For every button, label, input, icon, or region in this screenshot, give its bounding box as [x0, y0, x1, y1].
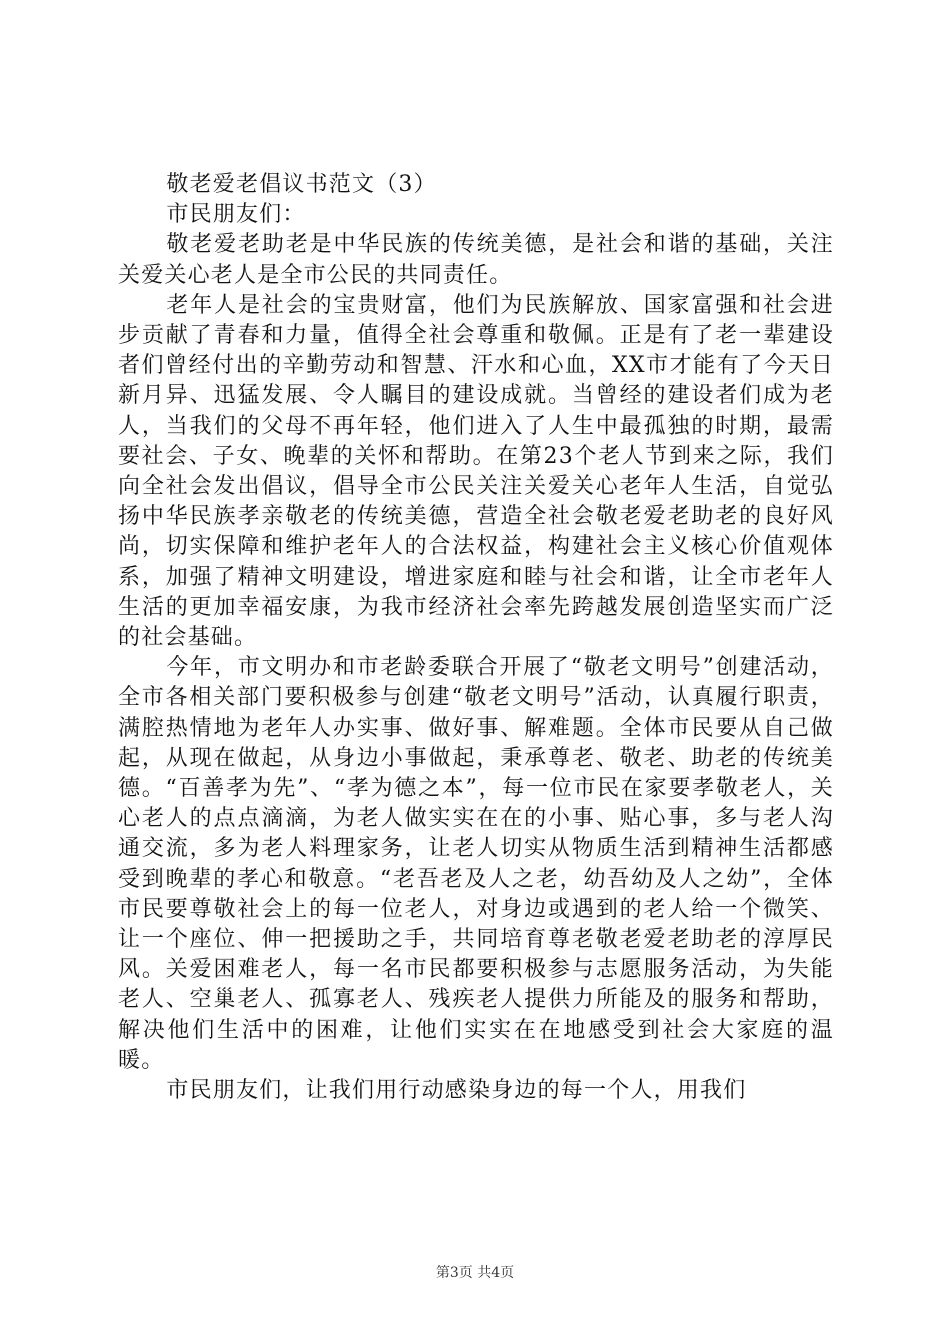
- document-title: 敬老爱老倡议书范文（3）: [166, 172, 437, 197]
- paragraph: 敬老爱老助老是中华民族的传统美德，是社会和谐的基础，关注关爱关心老人是全市公民的共同责任。: [118, 232, 834, 288]
- paragraph: 市民朋友们，让我们用行动感染身边的每一个人，用我们: [166, 1078, 747, 1104]
- paragraph: 今年，市文明办和市老龄委联合开展了“敬老文明号”创建活动，全市各相关部门要积极参与创建“敬老文明号”活动，认真履行职责，满腔热情地为老年人办实事、做好事、解难题。全体市民要从自己做起，从现在做起，从身边小事做起，秉承尊老、敬老、助老的传统美德。“百善孝为先”、“孝为德之本”，每一位市民在家要孝敬老人，关心老人的点点滴滴，为老人做实实在在的小事、贴心事，多与老人沟通交流，多为老人料理家务，让老人切实从物质生活到精神生活都感受到晚辈的孝心和敬意。“老吾老及人之老，幼吾幼及人之幼”，全体市民要尊敬社会上的每一位老人，对身边或遇到的老人给一个微笑、让一个座位、伸一把援助之手，共同培育尊老敬老爱老助老的淳厚民风。关爱困难老人，每一名市民都要积极参与志愿服务活动，为失能老人、空巢老人、孤寡老人、残疾老人提供力所能及的服务和帮助，解决他们生活中的困难，让他们实实在在地感受到社会大家庭的温暖。: [118, 655, 834, 1073]
- page-number: 第3页 共4页: [435, 1265, 515, 1281]
- paragraph: 老年人是社会的宝贵财富，他们为民族解放、国家富强和社会进步贡献了青春和力量，值得全社会尊重和敬佩。正是有了老一辈建设者们曾经付出的辛勤劳动和智慧、汗水和心血，XX市才能有了今天日新月异、迅猛发展、令人瞩目的建设成就。当曾经的建设者们成为老人，当我们的父母不再年轻，他们进入了人生中最孤独的时期，最需要社会、子女、晚辈的关怀和帮助。在第23个老人节到来之际，我们向全社会发出倡议，倡导全市公民关注关爱关心老年人生活，自觉弘扬中华民族孝亲敬老的传统美德，营造全社会敬老爱老助老的良好风尚，切实保障和维护老年人的合法权益，构建社会主义核心价值观体系，加强了精神文明建设，增进家庭和睦与社会和谐，让全市老年人生活的更加幸福安康，为我市经济社会率先跨越发展创造坚实而广泛的社会基础。: [118, 292, 834, 651]
- salutation: 市民朋友们：: [166, 202, 306, 228]
- document-body: [118, 170, 834, 1106]
